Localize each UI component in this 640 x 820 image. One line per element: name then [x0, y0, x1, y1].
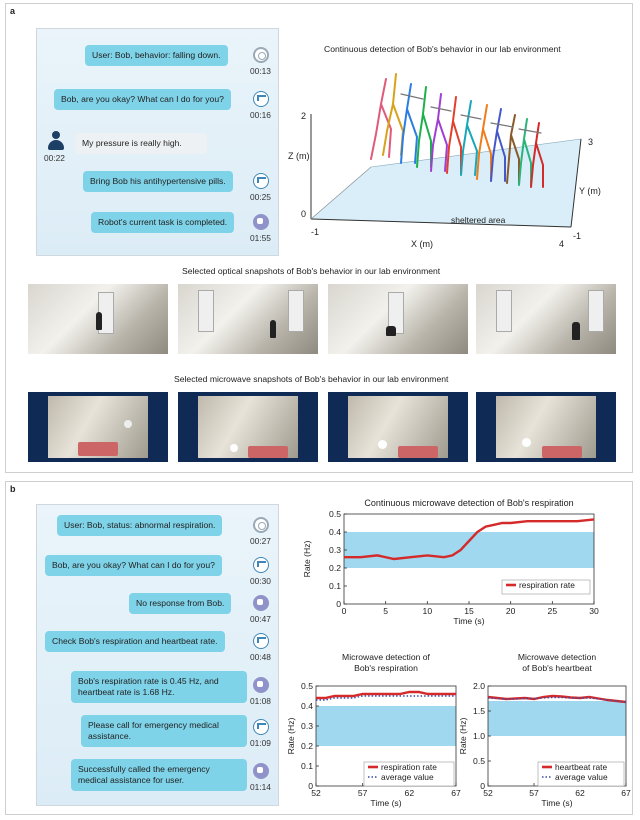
x-tick-minus1: -1	[311, 227, 320, 237]
x-tick-label: 25	[547, 606, 558, 616]
robot-icon	[253, 173, 269, 189]
x-axis-label: X (m)	[411, 239, 433, 249]
optical-snapshot	[28, 284, 168, 354]
y-axis-label: Rate (Hz)	[458, 717, 468, 755]
timestamp: 00:30	[250, 576, 271, 586]
y-tick-label: 0.2	[301, 741, 313, 751]
normal-range-band	[316, 706, 456, 746]
optical-snapshots-title: Selected optical snapshots of Bob's behavior in our lab environment	[182, 266, 441, 276]
normal-range-band	[344, 532, 594, 568]
legend-label: average value	[381, 772, 434, 782]
x-tick-label: 62	[404, 788, 415, 798]
panel-label-a: a	[10, 6, 16, 16]
x-axis-label: Time (s)	[370, 798, 402, 808]
y-tick-label: 0.4	[301, 701, 313, 711]
timestamp: 00:16	[250, 110, 271, 120]
x-tick-label: 52	[483, 788, 493, 798]
y-tick-label: 0.1	[301, 761, 313, 771]
y-tick-label: 0	[336, 599, 341, 609]
chat-window-b	[36, 504, 279, 806]
z-axis-label: Z (m)	[288, 151, 310, 161]
x-tick-label: 5	[383, 606, 389, 616]
chat-message: My pressure is really high.	[75, 133, 207, 154]
microwave-snapshot	[476, 392, 616, 462]
chat-message: No response from Bob.	[129, 593, 231, 614]
y-tick-label: 0.3	[301, 721, 313, 731]
y-tick-label: 2.0	[473, 681, 485, 691]
y-tick-label: 0.2	[329, 563, 341, 573]
y-tick-label: 1.5	[473, 706, 485, 716]
normal-range-band	[488, 701, 626, 736]
chat-message: User: Bob, status: abnormal respiration.	[57, 515, 222, 536]
plot3d	[288, 59, 626, 259]
x-tick-label: 0	[341, 606, 347, 616]
respiration-chart	[296, 492, 626, 642]
timestamp: 00:27	[250, 536, 271, 546]
panel-b	[5, 481, 633, 815]
rate-series-line	[316, 692, 456, 698]
chat-message: Bob's respiration rate is 0.45 Hz, and heartbeat rate is 1.68 Hz.	[71, 671, 247, 703]
chat-message: Please call for emergency medical assistance.	[81, 715, 247, 747]
timestamp: 00:13	[250, 66, 271, 76]
task-done-icon	[253, 595, 269, 611]
timestamp: 00:47	[250, 614, 271, 624]
y-tick-label: 0.5	[301, 681, 313, 691]
microwave-snapshot	[328, 392, 468, 462]
x-tick-label: 57	[529, 788, 539, 798]
y-tick-minus1: -1	[573, 231, 582, 241]
heartbeat-chart	[458, 650, 634, 814]
y-tick-label: 0.5	[329, 509, 341, 519]
y-tick-label: 0	[480, 781, 485, 791]
timestamp: 01:09	[250, 738, 271, 748]
robot-icon	[253, 633, 269, 649]
y-axis-label: Y (m)	[579, 186, 601, 196]
plot3d-title: Continuous detection of Bob's behavior in our lab environment	[324, 44, 561, 54]
timestamp: 01:55	[250, 233, 271, 243]
x-tick-label: 30	[589, 606, 599, 616]
x-tick-label: 15	[464, 606, 474, 616]
sheltered-area-label: sheltered area	[451, 215, 506, 225]
timestamp: 00:22	[44, 153, 65, 163]
chart-title-line: Bob's respiration	[354, 663, 418, 673]
chart-title: Continuous microwave detection of Bob's respiration	[364, 498, 574, 508]
ring-icon	[253, 517, 269, 533]
z-tick-2: 2	[301, 111, 307, 121]
optical-snapshot	[178, 284, 318, 354]
z-tick-0: 0	[301, 209, 307, 219]
x-tick-label: 57	[357, 788, 368, 798]
x-tick-label: 20	[505, 606, 516, 616]
x-axis-label: Time (s)	[541, 798, 573, 808]
x-tick-label: 62	[575, 788, 585, 798]
microwave-snapshot	[28, 392, 168, 462]
x-tick-label: 67	[621, 788, 631, 798]
task-done-icon	[253, 763, 269, 779]
task-done-icon	[253, 214, 269, 230]
panel-label-b: b	[10, 484, 16, 494]
respiration-detail-chart	[286, 650, 464, 814]
x-tick-4: 4	[559, 239, 565, 249]
chat-message: User: Bob, behavior: falling down.	[85, 45, 228, 66]
y-axis-label: Rate (Hz)	[302, 540, 312, 578]
task-done-icon	[253, 677, 269, 693]
panel-a	[5, 3, 633, 473]
ring-icon	[253, 47, 269, 63]
robot-icon	[253, 91, 269, 107]
y-tick-label: 0	[308, 781, 313, 791]
timestamp: 00:48	[250, 652, 271, 662]
chat-message: Bob, are you okay? What can I do for you?	[45, 555, 222, 576]
timestamp: 01:08	[250, 696, 271, 706]
timestamp: 00:25	[250, 192, 271, 202]
y-tick-label: 0.3	[329, 545, 341, 555]
y-tick-label: 0.5	[473, 756, 485, 766]
microwave-snapshot	[178, 392, 318, 462]
legend-label: respiration rate	[381, 762, 437, 772]
chart-title-line: Microwave detection of	[342, 652, 430, 662]
y-axis-label: Rate (Hz)	[286, 717, 296, 755]
chat-message: Successfully called the emergency medical assistance for user.	[71, 759, 247, 791]
legend-label: respiration rate	[519, 580, 575, 590]
optical-snapshot	[476, 284, 616, 354]
x-tick-label: 52	[311, 788, 321, 798]
x-tick-label: 10	[422, 606, 433, 616]
microwave-snapshots-title: Selected microwave snapshots of Bob's behavior in our lab environment	[174, 374, 449, 384]
robot-icon	[253, 557, 269, 573]
robot-icon	[253, 719, 269, 735]
legend-label: heartbeat rate	[555, 762, 608, 772]
chart-title-line: of Bob's heartbeat	[522, 663, 592, 673]
x-axis-label: Time (s)	[453, 616, 485, 626]
x-tick-label: 67	[451, 788, 461, 798]
chat-message: Bob, are you okay? What can I do for you?	[54, 89, 231, 110]
y-tick-label: 0.1	[329, 581, 341, 591]
legend-label: average value	[555, 772, 608, 782]
person-icon	[47, 131, 65, 151]
chat-message: Robot's current task is completed.	[91, 212, 234, 233]
timestamp: 01:14	[250, 782, 271, 792]
y-tick-label: 1.0	[473, 731, 485, 741]
y-tick-label: 0.4	[329, 527, 341, 537]
chat-message: Check Bob's respiration and heartbeat rate.	[45, 631, 225, 652]
chat-window-a	[36, 28, 279, 256]
y-tick-3: 3	[588, 137, 594, 147]
chat-message: Bring Bob his antihypertensive pills.	[83, 171, 233, 192]
optical-snapshot	[328, 284, 468, 354]
chart-title-line: Microwave detection	[517, 652, 597, 662]
